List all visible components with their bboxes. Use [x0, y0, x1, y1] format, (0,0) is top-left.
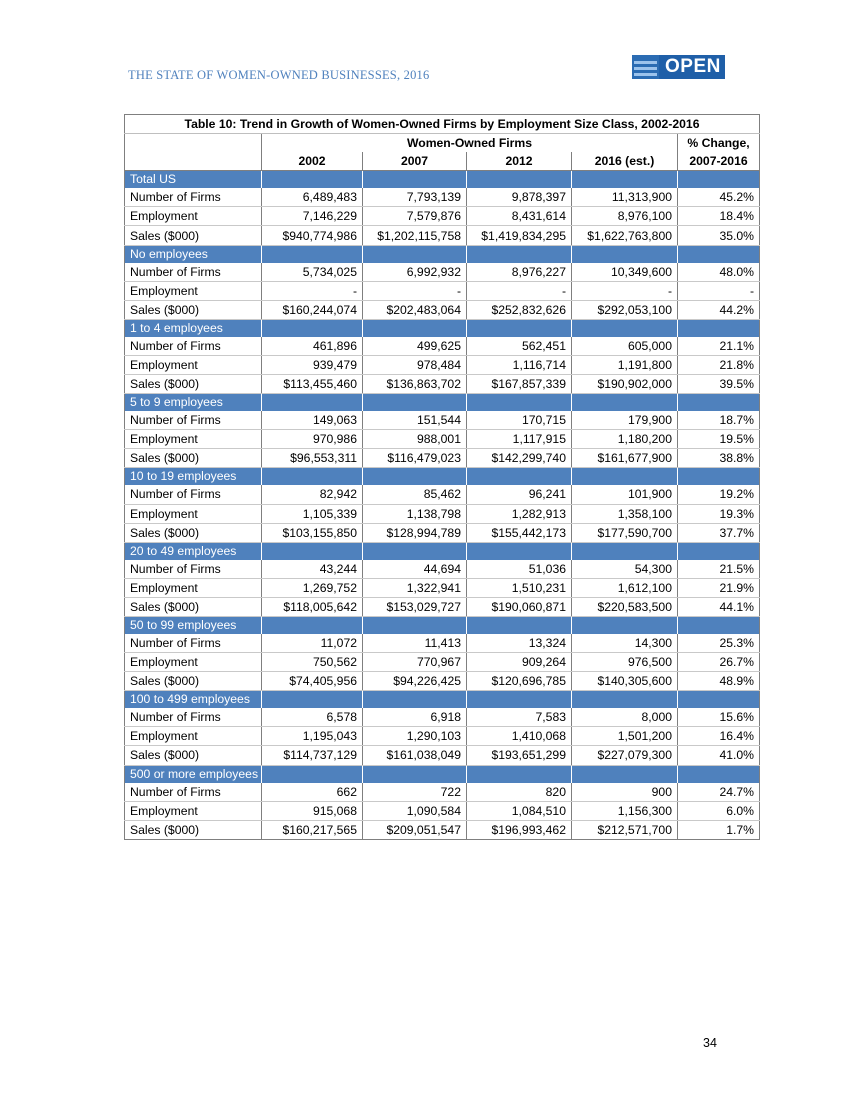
value-cell: 179,900 [572, 411, 678, 430]
value-cell: 8,976,100 [572, 207, 678, 226]
table-row [125, 281, 760, 300]
section-fill-cell [678, 468, 760, 486]
value-cell: 7,793,139 [363, 188, 467, 207]
value-cell: 6,992,932 [363, 263, 467, 282]
row-label: Number of Firms [125, 708, 262, 727]
section-label-text: 1 to 4 employees [130, 320, 223, 335]
value-cell: $1,419,834,295 [467, 226, 572, 245]
section-fill-cell [678, 245, 760, 263]
value-cell: 1,290,103 [363, 727, 467, 746]
value-cell: 562,451 [467, 337, 572, 356]
value-cell: $160,244,074 [262, 300, 363, 319]
value-cell: 1,282,913 [467, 504, 572, 523]
row-label: Number of Firms [125, 411, 262, 430]
value-cell: $140,305,600 [572, 672, 678, 691]
table-row [125, 226, 760, 245]
table-title: Table 10: Trend in Growth of Women-Owned Firms by Employment Size Class, 2002-2016 [125, 115, 760, 134]
value-cell: 1,510,231 [467, 578, 572, 597]
table-row [125, 300, 760, 319]
row-label: Employment [125, 578, 262, 597]
pct-change-cell: 21.5% [678, 560, 760, 579]
section-label-text: 50 to 99 employees [130, 617, 237, 632]
section-fill-cell [678, 319, 760, 337]
section-fill-cell [363, 171, 467, 189]
pct-change-cell: 26.7% [678, 653, 760, 672]
section-fill-cell [363, 245, 467, 263]
pct-change-cell: 48.0% [678, 263, 760, 282]
table-row [125, 672, 760, 691]
value-cell: 11,313,900 [572, 188, 678, 207]
section-fill-cell [363, 468, 467, 486]
value-cell: 82,942 [262, 485, 363, 504]
value-cell: 662 [262, 783, 363, 802]
page-number: 34 [703, 1036, 717, 1050]
pct-change-cell: - [678, 281, 760, 300]
value-cell: $103,155,850 [262, 523, 363, 542]
table-row [125, 430, 760, 449]
value-cell: $96,553,311 [262, 449, 363, 468]
table-row [125, 783, 760, 802]
table-row [125, 746, 760, 765]
section-fill-cell [262, 245, 363, 263]
section-fill-cell [572, 765, 678, 783]
running-header: THE STATE OF WOMEN-OWNED BUSINESSES, 2016 [128, 68, 430, 82]
value-cell: $177,590,700 [572, 523, 678, 542]
table-row [125, 634, 760, 653]
value-cell: $252,832,626 [467, 300, 572, 319]
value-cell: $190,060,871 [467, 597, 572, 616]
pct-change-cell: 48.9% [678, 672, 760, 691]
value-cell: 605,000 [572, 337, 678, 356]
value-cell: $155,442,173 [467, 523, 572, 542]
table-row [125, 523, 760, 542]
value-cell: 6,489,483 [262, 188, 363, 207]
value-cell: $136,863,702 [363, 375, 467, 394]
table-row [125, 708, 760, 727]
section-fill-cell [262, 691, 363, 709]
row-label: Sales ($000) [125, 375, 262, 394]
row-label: Employment [125, 504, 262, 523]
pct-change-cell: 18.4% [678, 207, 760, 226]
pct-change-cell: 21.9% [678, 578, 760, 597]
value-cell: 499,625 [363, 337, 467, 356]
section-label [125, 542, 262, 560]
value-cell: 1,156,300 [572, 801, 678, 820]
value-cell: 909,264 [467, 653, 572, 672]
table-row [125, 578, 760, 597]
section-fill-cell [467, 171, 572, 189]
row-label: Sales ($000) [125, 300, 262, 319]
value-cell: 6,578 [262, 708, 363, 727]
row-label: Employment [125, 281, 262, 300]
value-cell: 1,116,714 [467, 355, 572, 374]
value-cell: 96,241 [467, 485, 572, 504]
section-fill-cell [467, 245, 572, 263]
section-label [125, 616, 262, 634]
table-row [125, 207, 760, 226]
value-cell: $292,053,100 [572, 300, 678, 319]
section-fill-cell [467, 319, 572, 337]
pct-change-header-line2: 2007-2016 [678, 152, 760, 171]
header-blank-cell [125, 152, 262, 171]
value-cell: $160,217,565 [262, 820, 363, 839]
value-cell: 1,084,510 [467, 801, 572, 820]
section-label-text: 5 to 9 employees [130, 395, 223, 410]
value-cell: - [262, 281, 363, 300]
value-cell: 1,138,798 [363, 504, 467, 523]
table-body [125, 171, 760, 840]
row-label: Employment [125, 801, 262, 820]
value-cell: $212,571,700 [572, 820, 678, 839]
table-row [125, 820, 760, 839]
pct-change-cell: 16.4% [678, 727, 760, 746]
value-cell: 1,358,100 [572, 504, 678, 523]
table-row [125, 337, 760, 356]
pct-change-cell: 18.7% [678, 411, 760, 430]
row-label: Employment [125, 355, 262, 374]
value-cell: 7,583 [467, 708, 572, 727]
value-cell: 5,734,025 [262, 263, 363, 282]
value-cell: 978,484 [363, 355, 467, 374]
value-cell: 750,562 [262, 653, 363, 672]
value-cell: 915,068 [262, 801, 363, 820]
section-header-row [125, 394, 760, 412]
value-cell: $1,622,763,800 [572, 226, 678, 245]
row-label: Employment [125, 207, 262, 226]
value-cell: - [363, 281, 467, 300]
table-row [125, 263, 760, 282]
section-label [125, 319, 262, 337]
section-fill-cell [262, 319, 363, 337]
pct-change-cell: 39.5% [678, 375, 760, 394]
value-cell: $118,005,642 [262, 597, 363, 616]
value-cell: 8,976,227 [467, 263, 572, 282]
row-label: Sales ($000) [125, 597, 262, 616]
section-fill-cell [678, 542, 760, 560]
section-fill-cell [363, 542, 467, 560]
section-fill-cell [363, 691, 467, 709]
value-cell: $209,051,547 [363, 820, 467, 839]
table-row [125, 485, 760, 504]
row-label: Employment [125, 653, 262, 672]
value-cell: $161,038,049 [363, 746, 467, 765]
section-label-text: 100 to 499 employees [130, 692, 250, 707]
section-fill-cell [572, 542, 678, 560]
value-cell: 1,117,915 [467, 430, 572, 449]
row-label: Sales ($000) [125, 226, 262, 245]
value-cell: $196,993,462 [467, 820, 572, 839]
value-cell: 1,410,068 [467, 727, 572, 746]
row-label: Number of Firms [125, 634, 262, 653]
value-cell: 51,036 [467, 560, 572, 579]
table-row [125, 449, 760, 468]
value-cell: 14,300 [572, 634, 678, 653]
value-cell: $114,737,129 [262, 746, 363, 765]
table-row [125, 597, 760, 616]
value-cell: 900 [572, 783, 678, 802]
table-row [125, 504, 760, 523]
value-cell: 10,349,600 [572, 263, 678, 282]
year-header: 2012 [467, 152, 572, 171]
value-cell: 101,900 [572, 485, 678, 504]
value-cell: 7,579,876 [363, 207, 467, 226]
pct-change-cell: 19.2% [678, 485, 760, 504]
value-cell: $161,677,900 [572, 449, 678, 468]
value-cell: $227,079,300 [572, 746, 678, 765]
row-label: Number of Firms [125, 337, 262, 356]
value-cell: 1,269,752 [262, 578, 363, 597]
value-cell: $142,299,740 [467, 449, 572, 468]
value-cell: 970,986 [262, 430, 363, 449]
section-fill-cell [363, 765, 467, 783]
section-fill-cell [572, 616, 678, 634]
value-cell: 1,612,100 [572, 578, 678, 597]
group-header: Women-Owned Firms [262, 134, 678, 153]
value-cell: 151,544 [363, 411, 467, 430]
section-fill-cell [262, 171, 363, 189]
women-owned-firms-table [124, 114, 760, 840]
section-fill-cell [572, 171, 678, 189]
value-cell: 820 [467, 783, 572, 802]
value-cell: 149,063 [262, 411, 363, 430]
value-cell: 44,694 [363, 560, 467, 579]
amex-open-logo [632, 55, 725, 79]
year-header: 2016 (est.) [572, 152, 678, 171]
pct-change-cell: 15.6% [678, 708, 760, 727]
section-fill-cell [363, 394, 467, 412]
value-cell: 6,918 [363, 708, 467, 727]
section-fill-cell [262, 765, 363, 783]
section-header-row [125, 691, 760, 709]
header-blank-cell [125, 134, 262, 153]
table-row [125, 188, 760, 207]
section-label [125, 245, 262, 263]
section-label-text: Total US [130, 172, 177, 187]
value-cell: 988,001 [363, 430, 467, 449]
value-cell: $74,405,956 [262, 672, 363, 691]
value-cell: $120,696,785 [467, 672, 572, 691]
pct-change-cell: 21.8% [678, 355, 760, 374]
value-cell: $116,479,023 [363, 449, 467, 468]
pct-change-cell: 24.7% [678, 783, 760, 802]
value-cell: $1,202,115,758 [363, 226, 467, 245]
section-header-row [125, 245, 760, 263]
section-fill-cell [678, 171, 760, 189]
section-label-text: No employees [130, 246, 208, 261]
value-cell: 1,195,043 [262, 727, 363, 746]
year-header: 2002 [262, 152, 363, 171]
table-row [125, 653, 760, 672]
pct-change-cell: 19.3% [678, 504, 760, 523]
row-label: Number of Firms [125, 560, 262, 579]
table-row [125, 727, 760, 746]
section-label [125, 468, 262, 486]
row-label: Number of Firms [125, 188, 262, 207]
section-label [125, 765, 262, 783]
row-label: Employment [125, 727, 262, 746]
row-label: Sales ($000) [125, 820, 262, 839]
value-cell: 11,413 [363, 634, 467, 653]
value-cell: 8,431,614 [467, 207, 572, 226]
value-cell: 722 [363, 783, 467, 802]
pct-change-header-line1: % Change, [678, 134, 760, 153]
row-label: Number of Firms [125, 485, 262, 504]
table-row [125, 355, 760, 374]
section-fill-cell [572, 319, 678, 337]
section-fill-cell [572, 691, 678, 709]
section-fill-cell [467, 691, 572, 709]
pct-change-cell: 35.0% [678, 226, 760, 245]
value-cell: 461,896 [262, 337, 363, 356]
table-row [125, 801, 760, 820]
section-fill-cell [262, 616, 363, 634]
value-cell: 976,500 [572, 653, 678, 672]
row-label: Number of Firms [125, 263, 262, 282]
section-label [125, 394, 262, 412]
value-cell: 170,715 [467, 411, 572, 430]
section-header-row [125, 542, 760, 560]
pct-change-cell: 19.5% [678, 430, 760, 449]
value-cell: $193,651,299 [467, 746, 572, 765]
section-label-text: 500 or more employees [130, 766, 259, 781]
value-cell: 43,244 [262, 560, 363, 579]
section-fill-cell [467, 542, 572, 560]
value-cell: 939,479 [262, 355, 363, 374]
section-header-row [125, 765, 760, 783]
section-header-row [125, 319, 760, 337]
row-label: Employment [125, 430, 262, 449]
row-label: Sales ($000) [125, 523, 262, 542]
value-cell: - [572, 281, 678, 300]
section-fill-cell [678, 765, 760, 783]
section-fill-cell [572, 468, 678, 486]
section-fill-cell [467, 765, 572, 783]
section-fill-cell [572, 245, 678, 263]
value-cell: 1,180,200 [572, 430, 678, 449]
section-fill-cell [678, 691, 760, 709]
section-header-row [125, 616, 760, 634]
section-header-row [125, 171, 760, 189]
value-cell: $202,483,064 [363, 300, 467, 319]
row-label: Sales ($000) [125, 672, 262, 691]
table-row [125, 375, 760, 394]
value-cell: 85,462 [363, 485, 467, 504]
value-cell: 7,146,229 [262, 207, 363, 226]
table-row [125, 411, 760, 430]
value-cell: 1,090,584 [363, 801, 467, 820]
value-cell: 9,878,397 [467, 188, 572, 207]
section-fill-cell [262, 468, 363, 486]
pct-change-cell: 37.7% [678, 523, 760, 542]
pct-change-cell: 45.2% [678, 188, 760, 207]
value-cell: $940,774,986 [262, 226, 363, 245]
value-cell: $190,902,000 [572, 375, 678, 394]
table-row [125, 560, 760, 579]
value-cell: $153,029,727 [363, 597, 467, 616]
pct-change-cell: 1.7% [678, 820, 760, 839]
year-header: 2007 [363, 152, 467, 171]
row-label: Sales ($000) [125, 746, 262, 765]
pct-change-cell: 21.1% [678, 337, 760, 356]
pct-change-cell: 6.0% [678, 801, 760, 820]
value-cell: 54,300 [572, 560, 678, 579]
section-fill-cell [572, 394, 678, 412]
value-cell: $94,226,425 [363, 672, 467, 691]
section-label [125, 171, 262, 189]
value-cell: 1,191,800 [572, 355, 678, 374]
value-cell: 8,000 [572, 708, 678, 727]
section-fill-cell [363, 616, 467, 634]
section-fill-cell [363, 319, 467, 337]
pct-change-cell: 38.8% [678, 449, 760, 468]
value-cell: 1,105,339 [262, 504, 363, 523]
value-cell: $167,857,339 [467, 375, 572, 394]
pct-change-cell: 44.1% [678, 597, 760, 616]
amex-logo-icon [632, 55, 659, 79]
section-fill-cell [262, 394, 363, 412]
row-label: Sales ($000) [125, 449, 262, 468]
value-cell: 770,967 [363, 653, 467, 672]
open-logo-text: OPEN [659, 55, 725, 79]
value-cell: $113,455,460 [262, 375, 363, 394]
section-label [125, 691, 262, 709]
value-cell: $220,583,500 [572, 597, 678, 616]
section-fill-cell [467, 616, 572, 634]
pct-change-cell: 41.0% [678, 746, 760, 765]
section-label-text: 10 to 19 employees [130, 469, 237, 484]
value-cell: 1,501,200 [572, 727, 678, 746]
section-header-row [125, 468, 760, 486]
row-label: Number of Firms [125, 783, 262, 802]
section-fill-cell [467, 394, 572, 412]
value-cell: - [467, 281, 572, 300]
pct-change-cell: 44.2% [678, 300, 760, 319]
pct-change-cell: 25.3% [678, 634, 760, 653]
section-fill-cell [467, 468, 572, 486]
section-fill-cell [262, 542, 363, 560]
section-fill-cell [678, 616, 760, 634]
value-cell: $128,994,789 [363, 523, 467, 542]
value-cell: 11,072 [262, 634, 363, 653]
section-label-text: 20 to 49 employees [130, 543, 237, 558]
value-cell: 1,322,941 [363, 578, 467, 597]
value-cell: 13,324 [467, 634, 572, 653]
section-fill-cell [678, 394, 760, 412]
